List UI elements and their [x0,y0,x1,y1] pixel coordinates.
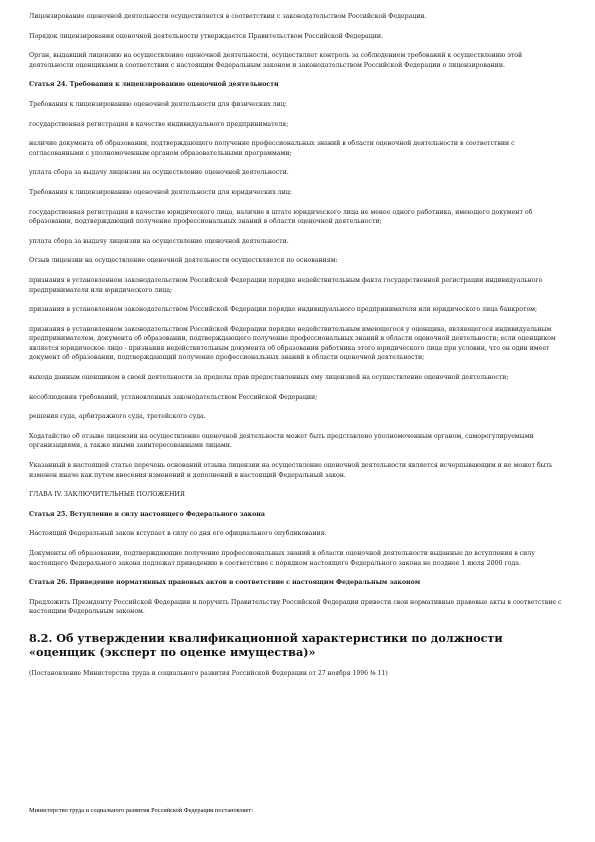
paragraph: Документы об образовании, подтверждающие получение профессиональных знаний в области оценочной деятельности выданные до вступления в силу настоящего Федерального закона подлежат приведению в соответствие с порядком настоящего Федерального закона не позднее 1 июля 2000 года. [29,550,535,567]
article-heading: Статья 24. Требования к лицензированию оценочной деятельности [29,81,279,89]
article-heading: Статья 25. Вступление в силу настоящего Федерального закона [29,510,265,518]
paragraph: решения суда, арбитражного суда, третейского суда. [29,413,206,421]
paragraph: признания в установленном законодательством Российской Федерации порядке недействительным имеющегося у оценщика, являющегося индивидуальным предпринимателем, документа об образовании, подтверждающего получение профессиональных знаний в области оценочной деятельности; если оценщиком является юридическое лицо - признания недействительным документа об образовании работника этого юридического лица при условии, что он один имеет документ об образовании, подтверждающий получение профессиональных знаний в области оценочной деятельности; [29,325,556,362]
paragraph: Предложить Президенту Российской Федерации и поручить Правительству Российской Федерации привести свои нормативные правовые акты в соответствие с настоящим Федеральным законом. [29,598,562,616]
paragraph: Отзыв лицензии на осуществление оценочной деятельности осуществляется по основаниям: [29,257,338,265]
document-body [29,12,565,617]
paragraph: ГЛАВА IV. ЗАКЛЮЧИТЕЛЬНЫЕ ПОЛОЖЕНИЯ [29,491,185,499]
paragraph: признания в установленном законодательством Российской Федерации порядке индивидуального предпринимателя или юридического лица банкротом; [29,306,538,314]
decree-caption: (Постановление Министерства труда и социального развития Российской Федерации от 27 ноября 1996 № 11) [29,669,388,677]
paragraph: уплата сбора за выдачу лицензии на осуществление оценочной деятельности. [29,237,289,245]
paragraph: Требования к лицензированию оценочной деятельности для физических лиц: [29,100,287,108]
article-heading: Статья 26. Приведение нормативных правовых актов в соответствие с настоящим Федеральным законом [29,579,421,587]
paragraph: Порядок лицензирования оценочной деятельности утверждается Правительством Российской Федерации. [29,32,383,40]
section-title [29,631,565,659]
paragraph: Лицензирование оценочной деятельности осуществляется в соответствии с законодательством Российской Федерации. [29,13,427,20]
paragraph: Настоящий Федеральный закон вступает в силу со дня его официального опубликования. [29,530,327,538]
paragraph: государственная регистрация в качестве юридического лица, наличие в штате юридического лица не менее одного работника, имеющего документ об образовании, подтверждающий получение профессиональных знаний в области оценочной деятельности; [29,208,533,226]
paragraph: Ходатайство об отзыве лицензии на осуществление оценочной деятельности может быть представлено уполномоченным органом, саморегулируемыми организациями, а также иными заинтересованными лицами. [29,432,534,450]
paragraph: Орган, выдавший лицензию на осуществление оценочной деятельности, осуществляет контроль за соблюдением требований к осуществлению этой деятельности оценщиками в соответствии с настоящим Федеральным законом и законодательством Российской Федерации о лицензировании. [29,52,523,69]
paragraph: признания в установленном законодательством Российской Федерации порядке недействительным факта государственной регистрации индивидуального предпринимателя или юридического лица; [29,276,543,294]
paragraph: наличие документа об образовании, подтверждающего получение профессиональных знаний в области оценочной деятельности в соответствии с согласованными с уполномоченным органом образовательными программами; [29,140,515,157]
footer-text: Министерство труда и социального развития Российской Федерации постановляет: [29,807,253,814]
paragraph: Указанный в настоящей статье перечень оснований отзыва лицензии на осуществление оценочной деятельности является исчерпывающим и не может быть изменен иначе как путем внесения изменений и дополнений в настоящий Федеральный закон. [29,462,553,479]
paragraph: выхода данным оценщиком в своей деятельности за пределы прав предоставленных ему лицензией на осуществление оценочной деятельности; [29,374,509,382]
paragraph: несоблюдения требований, установленных законодательством Российской Федерации; [29,393,318,401]
paragraph: уплата сбора за выдачу лицензии на осуществление оценочной деятельности. [29,169,289,177]
paragraph: государственная регистрация в качестве индивидуального предпринимателя; [29,120,289,128]
section-title-text: 8.2. Об утверждении квалификационной характеристики по должности «оценщик (эксперт по оценке имущества)» [29,630,503,659]
paragraph: Требования к лицензированию оценочной деятельности для юридических лиц: [29,188,292,196]
